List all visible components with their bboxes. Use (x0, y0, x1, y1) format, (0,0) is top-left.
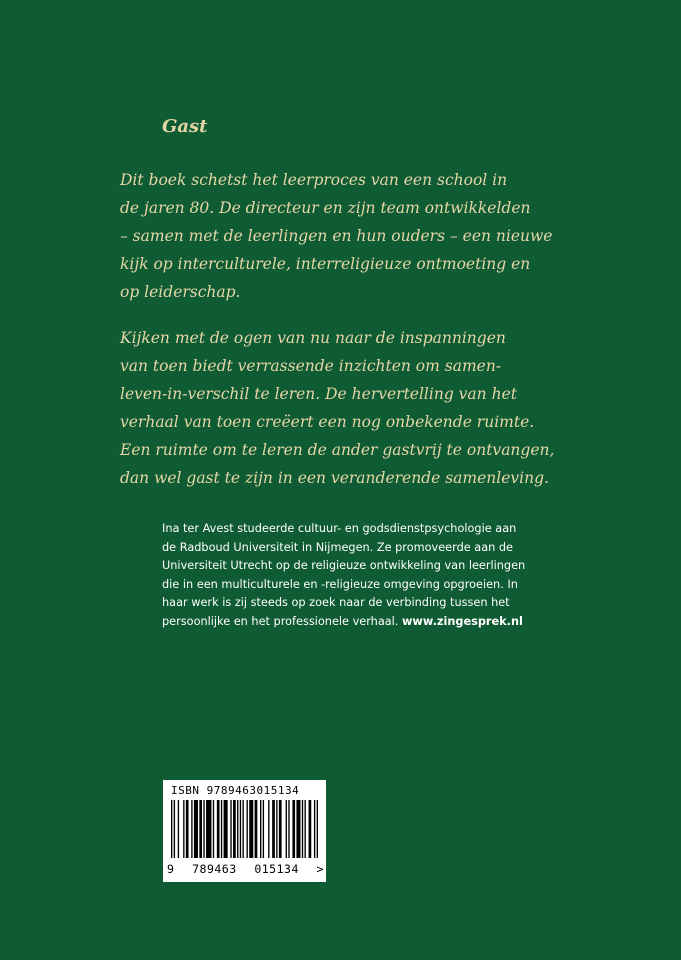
isbn-digits (167, 862, 324, 876)
barcode-bar (221, 800, 222, 858)
barcode-bar (296, 800, 300, 858)
author-website-link[interactable]: www.zingesprek.nl (402, 614, 523, 628)
blurb-paragraph-2 (120, 324, 560, 492)
blurb-line: op leiderschap. (120, 283, 241, 301)
barcode-bar (305, 800, 306, 858)
barcode-bar (288, 800, 289, 858)
barcode-bar (249, 800, 253, 858)
author-bio (162, 520, 582, 632)
barcode-bar (186, 800, 189, 858)
barcode-bar (213, 800, 214, 858)
bio-line: Ina ter Avest studeerde cultuur- en godsdienstpsychologie aan (162, 522, 517, 535)
barcode-bar (171, 800, 172, 858)
blurb-line: verhaal van toen creëert een nog onbekende ruimte. (120, 413, 535, 431)
barcode-bar (224, 800, 228, 858)
bio-last-text: persoonlijke en het professionele verhaal. (162, 614, 399, 628)
bio-line: die in een multiculturele en -religieuze omgeving opgroeien. In (162, 577, 518, 591)
barcode-bar (178, 800, 179, 858)
barcode-bar (302, 800, 303, 858)
blurb-line: kijk op interculturele, interreligieuze ontmoeting en (120, 255, 531, 273)
bio-line: de Radboud Universiteit in Nijmegen. Ze promoveerde aan de (162, 540, 513, 554)
barcode-bar (194, 800, 198, 858)
blurb-line: – samen met de leerlingen en hun ouders – een nieuwe (120, 227, 553, 245)
barcode-bar (260, 800, 261, 858)
barcode-bar (240, 800, 241, 858)
blurb-paragraph-1 (120, 166, 560, 306)
isbn-barcode (163, 780, 326, 882)
barcode-bar (255, 800, 258, 858)
barcode-bar (276, 800, 277, 858)
isbn-group-right: 015134 (254, 862, 299, 876)
barcode-bar (199, 800, 202, 858)
barcode-bar (174, 800, 175, 858)
isbn-end-mark: > (316, 862, 324, 876)
blurb-line: Kijken met de ogen van nu naar de inspanningen (120, 329, 506, 347)
blurb-line: leven-in-verschil te leren. De hervertelling van het (120, 385, 517, 403)
blurb-line: dan wel gast te zijn in een veranderende samenleving. (120, 469, 549, 487)
barcode-bar (309, 800, 312, 858)
barcode-bar (317, 800, 318, 858)
barcode-bar (242, 800, 243, 858)
barcode-bar (263, 800, 264, 858)
barcode-bar (206, 800, 211, 858)
barcode-bar (279, 800, 282, 858)
blurb-line: Een ruimte om te leren de ander gastvrij te ontvangen, (120, 441, 555, 459)
barcode-bar (183, 800, 184, 858)
barcode-bar (191, 800, 192, 858)
barcode-bar (233, 800, 236, 858)
bio-line (162, 613, 582, 632)
barcode-bar (230, 800, 231, 858)
barcode-bar (203, 800, 204, 858)
blurb-line: van toen biedt verrassende inzichten om samen- (120, 357, 502, 375)
book-title: Gast (162, 116, 208, 137)
bio-line: Universiteit Utrecht op de religieuze ontwikkeling van leerlingen (162, 559, 526, 573)
barcode-bar (272, 800, 275, 858)
barcode-bar (268, 800, 269, 858)
barcode-bar (217, 800, 220, 858)
barcode-bar (247, 800, 248, 858)
blurb-line: Dit boek schetst het leerproces van een school in (120, 171, 508, 189)
barcode-bar (237, 800, 238, 858)
isbn-label: ISBN 9789463015134 (171, 784, 300, 797)
barcode-bars (171, 800, 318, 858)
barcode-bar (286, 800, 287, 858)
blurb-line: de jaren 80. De directeur en zijn team ontwikkelden (120, 199, 531, 217)
isbn-digit-first: 9 (167, 862, 175, 876)
barcode-bar (292, 800, 295, 858)
isbn-group-left: 789463 (192, 862, 237, 876)
bio-line: haar werk is zij steeds op zoek naar de verbinding tussen het (162, 596, 510, 610)
barcode-bar (314, 800, 315, 858)
